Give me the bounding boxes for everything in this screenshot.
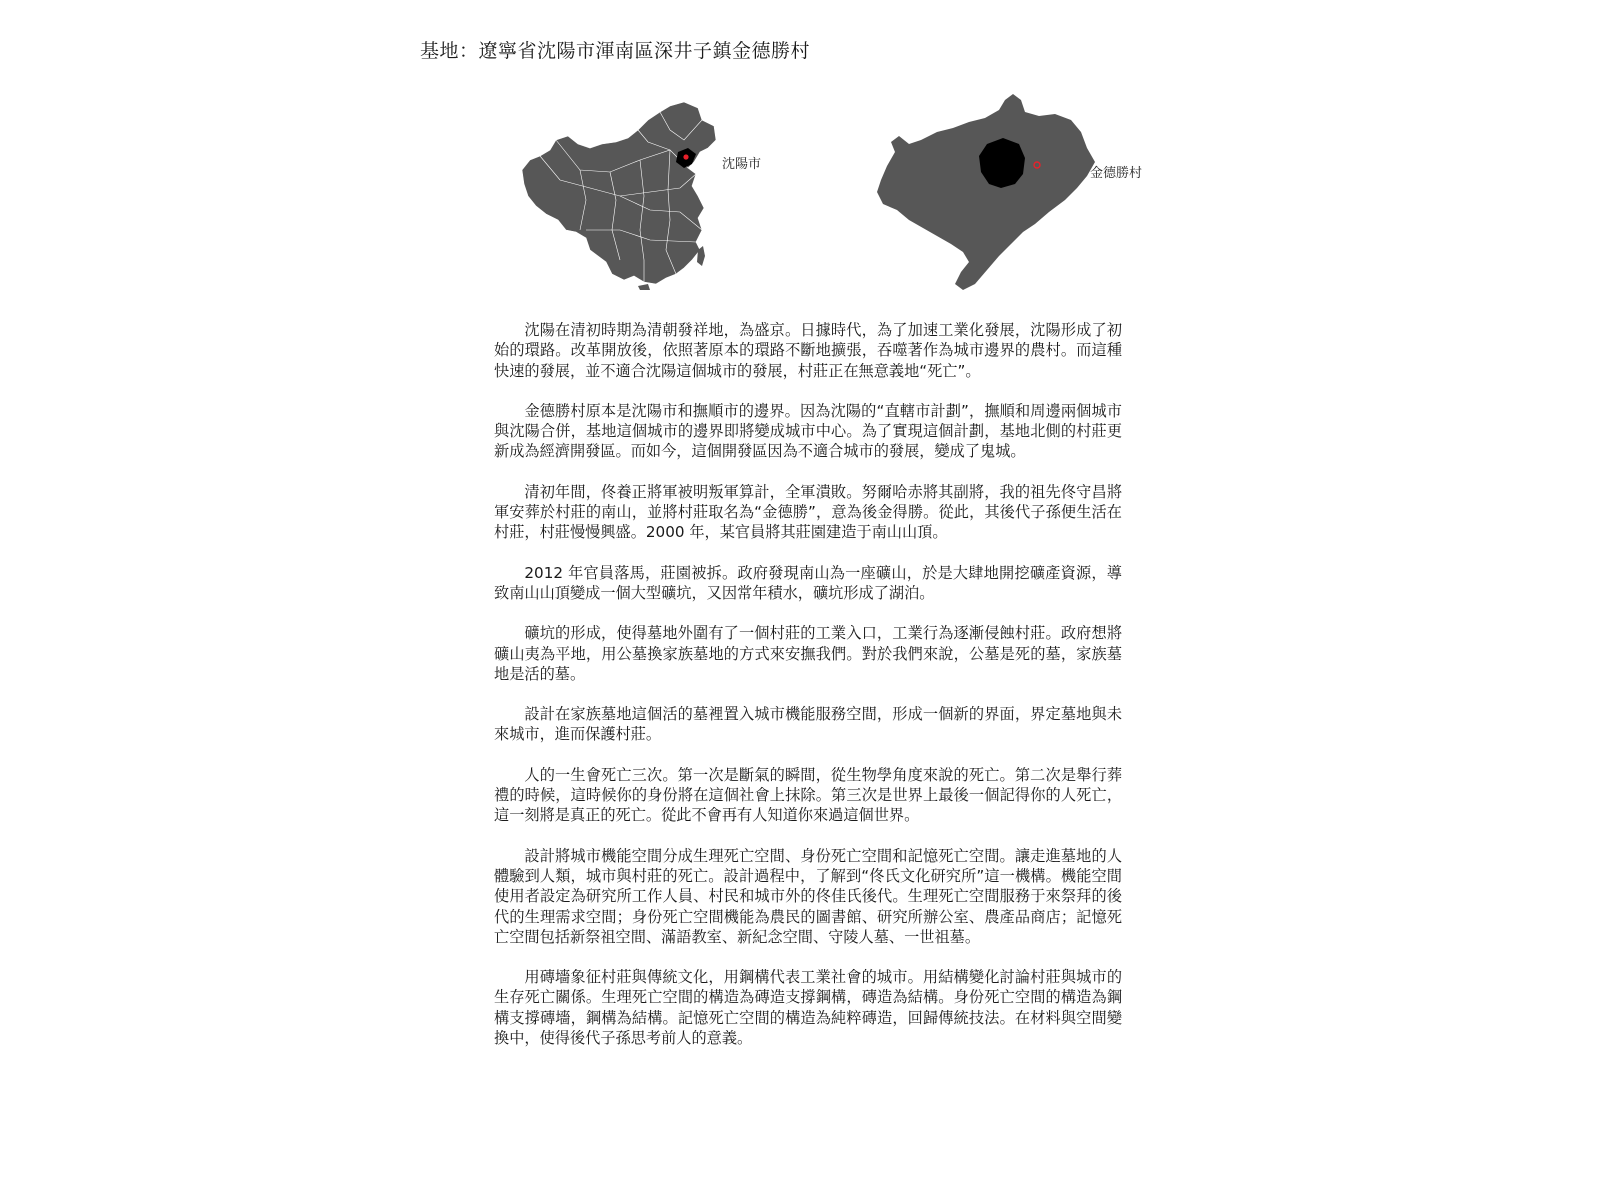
paragraph: 設計將城市機能空間分成生理死亡空間、身份死亡空間和記憶死亡空間。讓走進墓地的人體驗到人類，城市與村莊的死亡。設計過程中，了解到“佟氏文化研究所”這一機構。機能空間使用者設定為研究所工作人員、村民和城市外的佟佳氏後代。生理死亡空間服務于來祭拜的後代的生理需求空間；身份死亡空間機能為農民的圖書館、研究所辦公室、農產品商店；記憶死亡空間包括新祭祖空間、滿語教室、新紀念空間、守陵人墓、一世祖墓。	[494, 846, 1122, 946]
page-title: 基地：遼寧省沈陽市渾南區深井子鎮金德勝村	[420, 40, 811, 62]
paragraph: 清初年間，佟養正將軍被明叛軍算計，全軍潰敗。努爾哈赤將其副將，我的祖先佟守昌將軍安葬於村莊的南山，並將村莊取名為“金德勝”，意為後金得勝。從此，其後代子孫便生活在村莊，村莊慢慢興盛。2000 年，某官員將其莊園建造于南山山頂。	[494, 482, 1122, 542]
shenyang-marker	[683, 154, 688, 159]
liaoning-landmass	[877, 94, 1095, 290]
paragraph: 人的一生會死亡三次。第一次是斷氣的瞬間，從生物學角度來說的死亡。第二次是舉行葬禮的時候，這時候你的身份將在這個社會上抹除。第三次是世界上最後一個記得你的人死亡，這一刻將是真正的死亡。從此不會再有人知道你來過這個世界。	[494, 765, 1122, 825]
paragraph: 2012 年官員落馬，莊園被拆。政府發現南山為一座礦山，於是大肆地開挖礦產資源，導致南山山頂變成一個大型礦坑，又因常年積水，礦坑形成了湖泊。	[494, 563, 1122, 602]
body-text	[494, 320, 1122, 1068]
village-label: 金德勝村	[1090, 166, 1143, 181]
paragraph: 用磚墻象征村莊與傳統文化，用鋼構代表工業社會的城市。用結構變化討論村莊與城市的生存死亡關係。生理死亡空間的構造為磚造支撐鋼構，磚造為結構。身份死亡空間的構造為鋼構支撐磚墻，鋼構為結構。記憶死亡空間的構造為純粹磚造，回歸傳統技法。在材料與空間變換中，使得後代子孫思考前人的意義。	[494, 968, 1122, 1048]
china-map	[520, 100, 820, 290]
shenyang-label: 沈陽市	[722, 157, 762, 172]
hainan-shape	[638, 284, 650, 290]
paragraph: 沈陽在清初時期為清朝發祥地，為盛京。日據時代，為了加速工業化發展，沈陽形成了初始的環路。改革開放後，依照著原本的環路不斷地擴張，吞噬著作為城市邊界的農村。而這種快速的發展，並不適合沈陽這個城市的發展，村莊正在無意義地“死亡”。	[494, 321, 1122, 380]
paragraph: 礦坑的形成，使得墓地外圍有了一個村莊的工業入口，工業行為逐漸侵蝕村莊。政府想將礦山夷為平地，用公墓換家族墓地的方式來安撫我們。對於我們來說，公墓是死的墓，家族墓地是活的墓。	[494, 624, 1122, 683]
paragraph: 金德勝村原本是沈陽市和撫順市的邊界。因為沈陽的“直轄市計劃”，撫順和周邊兩個城市與沈陽合併，基地這個城市的邊界即將變成城市中心。為了實現這個計劃，基地北側的村莊更新成為經濟開發區。而如今，這個開發區因為不適合城市的發展，變成了鬼城。	[494, 401, 1122, 461]
paragraph: 設計在家族墓地這個活的墓裡置入城市機能服務空間，形成一個新的界面，界定墓地與未來城市，進而保護村莊。	[494, 705, 1122, 744]
liaoning-map	[875, 92, 1143, 297]
